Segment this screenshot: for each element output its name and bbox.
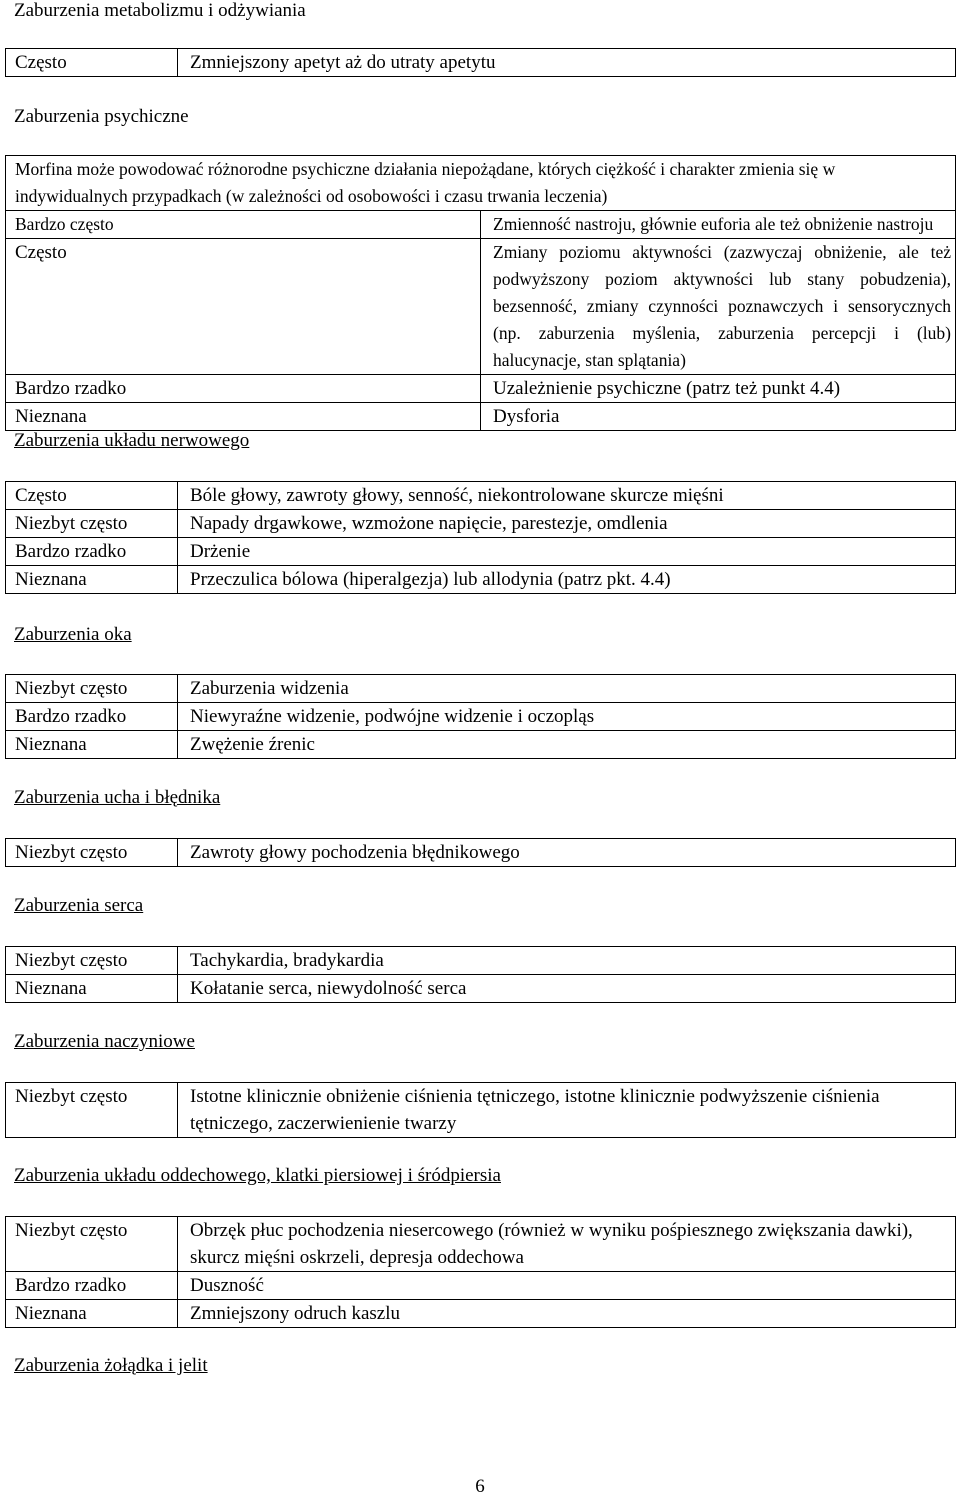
reaction-cell: Zawroty głowy pochodzenia błędnikowego — [178, 839, 956, 867]
table-row — [6, 675, 956, 703]
frequency-cell: Często — [6, 49, 178, 77]
table-metabolism — [5, 48, 956, 77]
reaction-cell: Niewyraźne widzenie, podwójne widzenie i oczopląs — [178, 703, 956, 731]
page-number: 6 — [475, 1476, 485, 1497]
table-row — [6, 1217, 956, 1272]
table-psychiatric — [5, 155, 956, 431]
table-vascular — [5, 1082, 956, 1138]
reaction-cell: Uzależnienie psychiczne (patrz też punkt 4.4) — [481, 375, 956, 403]
table-row — [6, 156, 956, 211]
frequency-cell: Niezbyt często — [6, 1083, 178, 1138]
table-nervous — [5, 481, 956, 594]
frequency-cell: Niezbyt często — [6, 510, 178, 538]
frequency-cell: Często — [6, 239, 481, 375]
section-heading-vascular: Zaburzenia naczyniowe — [14, 1031, 195, 1052]
section-heading-gastro: Zaburzenia żołądka i jelit — [14, 1355, 208, 1376]
section-heading-nervous: Zaburzenia układu nerwowego — [14, 430, 250, 451]
frequency-cell: Niezbyt często — [6, 1217, 178, 1272]
table-row — [6, 211, 956, 239]
table-row — [6, 510, 956, 538]
frequency-cell: Nieznana — [6, 731, 178, 759]
table-row — [6, 731, 956, 759]
section-heading-cardiac: Zaburzenia serca — [14, 895, 144, 916]
reaction-cell: Zmniejszony apetyt aż do utraty apetytu — [178, 49, 956, 77]
table-row — [6, 403, 956, 431]
reaction-cell: Kołatanie serca, niewydolność serca — [178, 975, 956, 1003]
frequency-cell: Nieznana — [6, 403, 481, 431]
reaction-cell: Bóle głowy, zawroty głowy, senność, niekontrolowane skurcze mięśni — [178, 482, 956, 510]
section-heading-metabolism: Zaburzenia metabolizmu i odżywiania — [14, 0, 306, 21]
reaction-cell: Przeczulica bólowa (hiperalgezja) lub allodynia (patrz pkt. 4.4) — [178, 566, 956, 594]
table-row — [6, 839, 956, 867]
frequency-cell: Niezbyt często — [6, 947, 178, 975]
section-heading-eye: Zaburzenia oka — [14, 624, 132, 645]
frequency-cell: Niezbyt często — [6, 839, 178, 867]
reaction-cell: Dysforia — [481, 403, 956, 431]
table-ear — [5, 838, 956, 867]
table-row — [6, 703, 956, 731]
reaction-cell: Zmiany poziomu aktywności (zazwyczaj obniżenie, ale też podwyższony poziom aktywności lub stany pobudzenia), bezsenność, zmiany czynności poznawczych i sensorycznych (np. zaburzenia myślenia, zaburzenia percepcji i (lub) halucynacje, stan splątania) — [481, 239, 956, 375]
reaction-cell: Obrzęk płuc pochodzenia niesercowego (również w wyniku pośpiesznego zwiększania dawki), skurcz mięśni oskrzeli, depresja oddechowa — [178, 1217, 956, 1272]
section-heading-psychiatric: Zaburzenia psychiczne — [14, 106, 189, 127]
frequency-cell: Niezbyt często — [6, 675, 178, 703]
reaction-cell: Zaburzenia widzenia — [178, 675, 956, 703]
frequency-cell: Często — [6, 482, 178, 510]
frequency-cell: Bardzo rzadko — [6, 538, 178, 566]
reaction-cell: Zmniejszony odruch kaszlu — [178, 1300, 956, 1328]
intro-cell: Morfina może powodować różnorodne psychiczne działania niepożądane, których ciężkość i charakter zmienia się w indywidualnych przypadkach (w zależności od osobowości i czasu trwania leczenia) — [6, 156, 956, 211]
reaction-cell: Drżenie — [178, 538, 956, 566]
reaction-cell: Istotne klinicznie obniżenie ciśnienia tętniczego, istotne klinicznie podwyższenie ciśnienia tętniczego, zaczerwienienie twarzy — [178, 1083, 956, 1138]
table-respiratory — [5, 1216, 956, 1328]
table-row — [6, 1300, 956, 1328]
reaction-cell: Zmienność nastroju, głównie euforia ale też obniżenie nastroju — [481, 211, 956, 239]
table-row — [6, 1272, 956, 1300]
table-row — [6, 1083, 956, 1138]
table-row — [6, 49, 956, 77]
table-eye — [5, 674, 956, 759]
table-row — [6, 482, 956, 510]
frequency-cell: Bardzo rzadko — [6, 375, 481, 403]
frequency-cell: Bardzo rzadko — [6, 1272, 178, 1300]
frequency-cell: Bardzo rzadko — [6, 703, 178, 731]
table-row — [6, 538, 956, 566]
section-heading-ear: Zaburzenia ucha i błędnika — [14, 787, 221, 808]
table-row — [6, 239, 956, 375]
table-row — [6, 975, 956, 1003]
table-cardiac — [5, 946, 956, 1003]
frequency-cell: Nieznana — [6, 566, 178, 594]
reaction-cell: Napady drgawkowe, wzmożone napięcie, parestezje, omdlenia — [178, 510, 956, 538]
frequency-cell: Bardzo często — [6, 211, 481, 239]
reaction-cell: Zwężenie źrenic — [178, 731, 956, 759]
table-row — [6, 947, 956, 975]
reaction-cell: Duszność — [178, 1272, 956, 1300]
frequency-cell: Nieznana — [6, 1300, 178, 1328]
table-row — [6, 566, 956, 594]
reaction-cell: Tachykardia, bradykardia — [178, 947, 956, 975]
frequency-cell: Nieznana — [6, 975, 178, 1003]
table-row — [6, 375, 956, 403]
section-heading-respiratory: Zaburzenia układu oddechowego, klatki piersiowej i śródpiersia — [14, 1165, 501, 1186]
